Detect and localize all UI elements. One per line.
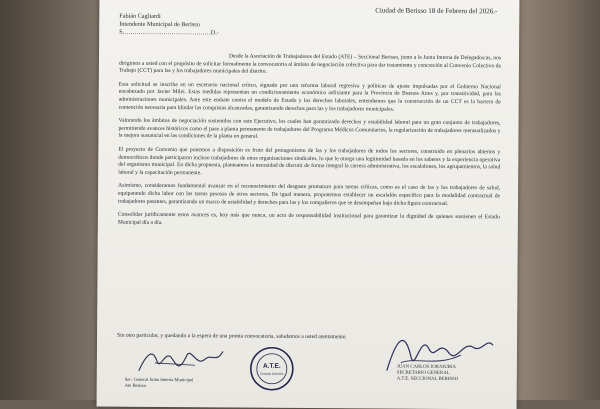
letter-page (97, 0, 520, 409)
recipient-title: Intendente Municipal de Berisso (119, 20, 200, 29)
signature-left (125, 347, 245, 398)
paragraph-achievements: Valorando los ámbitos de negociación sostenidos con este Ejecutivo, los cuales han garantizado derechos y estabilidad laboral para un gran conjunto de trabajadores, permitiendo avances históricos como el pase a planta permanente de trabajadores del Programa Médicos Comunitarios, la regularización de trabajadores mensualizados y la mejora sustancial en las condiciones de la planta en general. (118, 117, 501, 140)
closing-line: Sin otro particular, y quedando a la espera de una pronta convocatoria, saludamos a usted atentamente. (117, 332, 347, 341)
paragraph-recognition: Asimismo, consideramos fundamental avanzar en el reconocimiento del desgaste prematuro para tareas críticas, como es el caso de las y los trabajadores de salud, equiparando dicha labor con las tareas pesosas de otros sectores. De igual manera, proponemos establecer un escalafón específico para la modalidad contractual de trabajadores pasantes, garantizando un marco de estabilidad y derechos para las y los compañeros que se desempeñan bajo dicha figura contractual. (117, 182, 501, 207)
signer-title: SECRETARIO GENERAL (396, 370, 450, 376)
paragraph-intro: Desde la Asociación de Trabajadores del Estado (ATE) – Seccional Berisso, junto a la Junta Interna de Delegados/as, nos dirigimos a usted con el propósito de solicitar formalmente la convocatoria al ámbito de negociación colectiva para dar tratamiento y concreción al Convenio Colectivo de Trabajo (CCT) para las y los trabajadores municipales del distrito. (118, 53, 502, 75)
signature-right-caption (397, 365, 507, 383)
letter-date: Ciudad de Berisso 18 de Febrero del 2026.- (375, 6, 498, 16)
ate-seal-stamp (249, 346, 295, 392)
recipient-block (119, 13, 219, 38)
handwritten-signature-left (135, 343, 225, 380)
seal-center-text: A.T.E. (262, 362, 281, 370)
paragraph-proposal: El proyecto de Convenio que ponemos a disposición es fruto del protagonismo de las y los trabajadores de todos los sectores, construido en plenarios abiertos y democráticos donde participaron incluso trabajadores de otras organizaciones sindicales, lo que le otorga una legitimidad basada en los saberes y la experiencia operativa del organismo municipal. En dicha propuesta, planteamos la necesidad de discutir de forma integral la carrera administrativa, los escalafones, los agrupamientos, la salud laboral y la capacitación permanente. (118, 146, 501, 176)
seal-sub-text: Consejo Directivo (260, 371, 284, 376)
signer-name: JUAN CARLOS JORAJURIA (396, 364, 457, 371)
paragraph-consolidation: Consolidar jurídicamente estos avances es, hoy más que nunca, un acto de responsabilidad institucional para garantizar la dignidad de quienes sostienen el Estado Municipal día a día. (117, 211, 500, 226)
letter-body (118, 53, 501, 236)
paragraph-context: Esta solicitud se inscribe en un escenario nacional crítico, signado por una reforma laboral regresiva y políticas de ajuste impulsadas por el Gobierno Nacional encabezado por Javier Milei. Estas medidas representan un condicionamiento económico asfixiante para la Provincia de Buenos Aires y, por transitividad, para las administraciones municipales. Ante este embate contra el modelo de Estado y los derechos laborales, entendemos que la construcción de un CCT es la barrera de contención necesaria para blindar las conquistas alcanzadas, garantizando derechos para las y los trabajadores municipales. (118, 81, 501, 113)
signature-right (369, 326, 510, 407)
signature-left-caption: Sec. General Junta Interna Municipal Ate Berisso (124, 376, 194, 388)
salutation-line: S.……………………………………D.- (119, 28, 219, 37)
recipient-name: Fabián Cagliardi (119, 12, 161, 20)
background-right (510, 0, 600, 400)
signer-organization: A.T.E. SECCIONAL BERISSO (396, 376, 459, 382)
